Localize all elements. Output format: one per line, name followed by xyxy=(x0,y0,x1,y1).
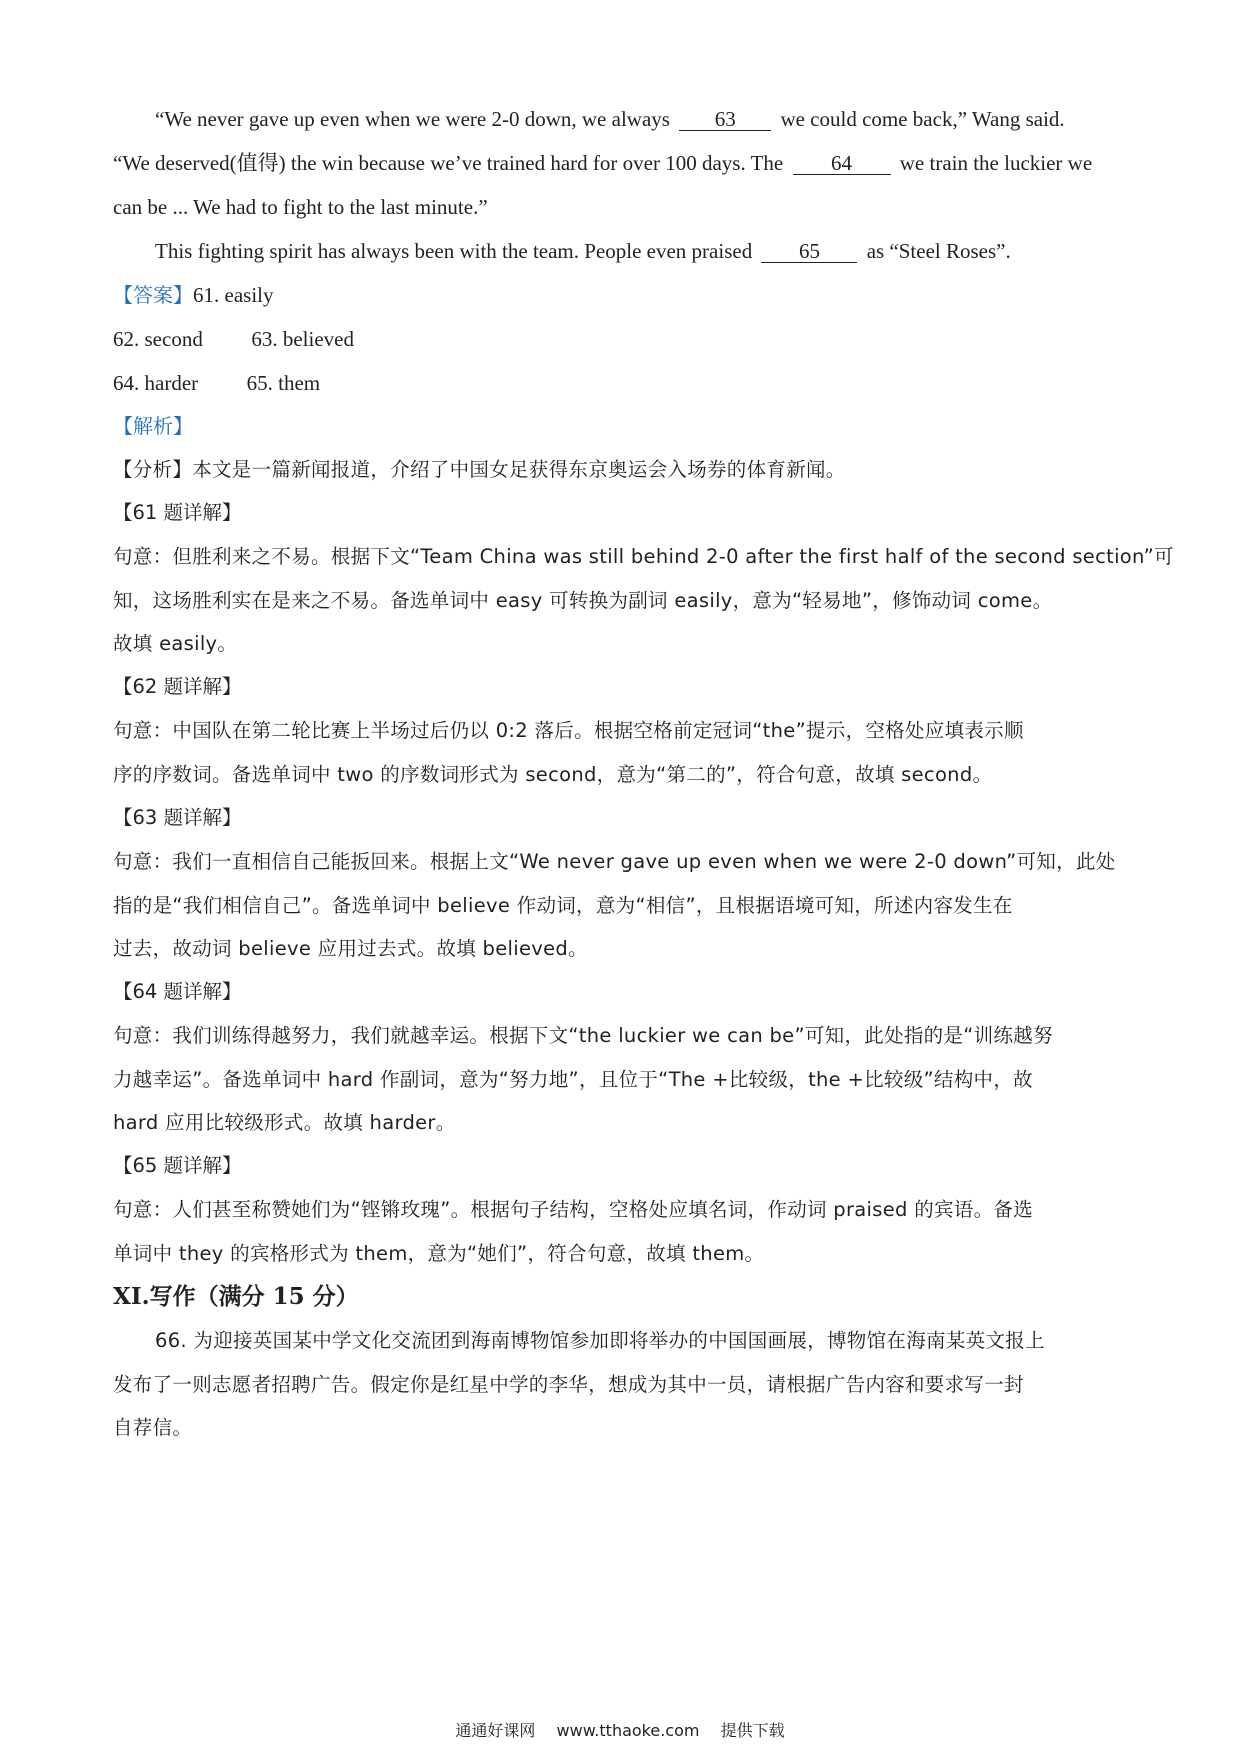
page-footer xyxy=(0,1718,1240,1741)
writing-line: 发布了一则志愿者招聘广告。假定你是红星中学的李华，想成为其中一员，请根据广告内容和要求写一封 xyxy=(113,1373,1024,1396)
analysis-summary: 【分析】本文是一篇新闻报道，介绍了中国女足获得东京奥运会入场券的体育新闻。 xyxy=(113,458,846,481)
q63-title: 【63 题详解】 xyxy=(113,806,242,829)
writing-line: 66. 为迎接英国某中学文化交流团到海南博物馆参加即将举办的中国国画展，博物馆在海南某英文报上 xyxy=(155,1329,1045,1352)
q61-title: 【61 题详解】 xyxy=(113,501,242,524)
answer-row-2 xyxy=(113,324,354,354)
answer-64: 64. harder xyxy=(113,371,199,395)
q63-line: 指的是“我们相信自己”。备选单词中 believe 作动词，意为“相信”，且根据语境可知，所述内容发生在 xyxy=(113,894,1013,917)
passage-text: This fighting spirit has always been with the team. People even praised xyxy=(155,239,753,263)
writing-section-title: XI.写作（满分 15 分） xyxy=(113,1283,359,1310)
footer-note: 提供下载 xyxy=(720,1721,785,1740)
q63-line: 句意：我们一直相信自己能扳回来。根据上文“We never gave up even when we were 2-0 down”可知，此处 xyxy=(113,850,1116,873)
passage-text: “We never gave up even when we were 2-0 down, we always xyxy=(155,107,670,131)
answer-65: 65. them xyxy=(246,371,321,395)
answer-label: 【答案】 xyxy=(113,283,193,307)
q61-line: 句意：但胜利来之不易。根据下文“Team China was still behind 2-0 after the first half of the second section”可 xyxy=(113,545,1174,568)
answer-63: 63. believed xyxy=(251,327,354,351)
q61-line: 知，这场胜利实在是来之不易。备选单词中 easy 可转换为副词 easily，意为“轻易地”，修饰动词 come。 xyxy=(113,589,1053,612)
q64-line: 句意：我们训练得越努力，我们就越幸运。根据下文“the luckier we can be”可知，此处指的是“训练越努 xyxy=(113,1024,1053,1047)
passage-line-2 xyxy=(113,148,1092,178)
q65-title: 【65 题详解】 xyxy=(113,1154,242,1177)
passage-line-3: can be ... We had to fight to the last minute.” xyxy=(113,195,488,219)
q65-line: 句意：人们甚至称赞她们为“铿锵玫瑰”。根据句子结构，空格处应填名词，作动词 praised 的宾语。备选 xyxy=(113,1198,1033,1221)
footer-url[interactable]: www.tthaoke.com xyxy=(556,1721,700,1740)
q63-line: 过去，故动词 believe 应用过去式。故填 believed。 xyxy=(113,937,588,960)
writing-line: 自荐信。 xyxy=(113,1416,193,1439)
q64-title: 【64 题详解】 xyxy=(113,980,242,1003)
analysis-label: 【解析】 xyxy=(113,414,193,438)
blank-64: 64 xyxy=(793,150,891,175)
blank-63: 63 xyxy=(679,106,771,131)
passage-line-1 xyxy=(155,104,1065,134)
passage-text: “We deserved(值得) the win because we’ve trained hard for over 100 days. The xyxy=(113,151,784,175)
q65-line: 单词中 they 的宾格形式为 them，意为“她们”，符合句意，故填 them。 xyxy=(113,1242,765,1265)
passage-text: as “Steel Roses”. xyxy=(866,239,1011,263)
answer-62: 62. second xyxy=(113,327,203,351)
footer-site-name: 通通好课网 xyxy=(455,1721,536,1740)
answer-row-1 xyxy=(113,280,273,310)
q64-line: 力越幸运”。备选单词中 hard 作副词，意为“努力地”，且位于“The +比较级，the +比较级”结构中，故 xyxy=(113,1068,1033,1091)
q62-title: 【62 题详解】 xyxy=(113,675,242,698)
passage-text: we could come back,” Wang said. xyxy=(780,107,1065,131)
answer-row-3 xyxy=(113,368,320,398)
q62-line: 句意：中国队在第二轮比赛上半场过后仍以 0:2 落后。根据空格前定冠词“the”提示，空格处应填表示顺 xyxy=(113,719,1024,742)
blank-65: 65 xyxy=(761,238,857,263)
q61-line: 故填 easily。 xyxy=(113,632,238,655)
q62-line: 序的序数词。备选单词中 two 的序数词形式为 second，意为“第二的”，符合句意，故填 second。 xyxy=(113,763,993,786)
answer-61: 61. easily xyxy=(193,283,274,307)
passage-text: we train the luckier we xyxy=(899,151,1093,175)
passage-line-4 xyxy=(155,236,1011,266)
q64-line: hard 应用比较级形式。故填 harder。 xyxy=(113,1111,456,1134)
